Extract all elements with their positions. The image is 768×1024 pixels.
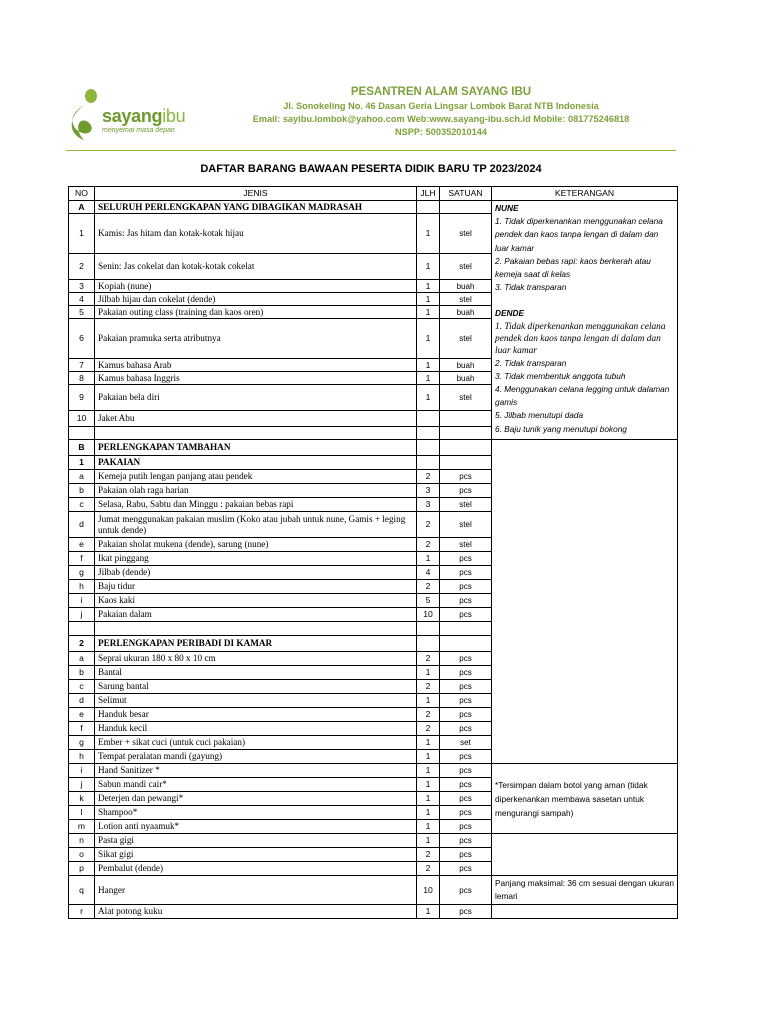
- cell-no: o: [69, 848, 95, 862]
- cell-no: a: [69, 470, 95, 484]
- cell-jenis: Jilbab hijau dan cokelat (dende): [95, 293, 417, 306]
- cell-jlh: 1: [417, 293, 440, 306]
- cell-jlh: 1: [417, 736, 440, 750]
- cell-no: 8: [69, 372, 95, 385]
- cell-jenis: Kamus bahasa Inggris: [95, 372, 417, 385]
- cell-keterangan-storage: *Tersimpan dalam botol yang aman (tidak diperkenankan membawa sasetan untuk mengurangi sampah): [492, 764, 678, 834]
- cell-jenis: Baju tidur: [95, 580, 417, 594]
- cell-jenis: Sabun mandi cair*: [95, 778, 417, 792]
- cell-satuan: stel: [440, 538, 492, 552]
- cell-jenis: Seprai ukuran 180 x 80 x 10 cm: [95, 652, 417, 666]
- cell-jenis: Senin: Jas cokelat dan kotak-kotak cokelat: [95, 254, 417, 280]
- cell-satuan: pcs: [440, 652, 492, 666]
- cell-jenis: Deterjen dan pewangi*: [95, 792, 417, 806]
- cell-jenis: Jilbab (dende): [95, 566, 417, 580]
- col-header-keterangan: KETERANGAN: [492, 187, 678, 201]
- cell-satuan: pcs: [440, 750, 492, 764]
- cell-jenis: PERLENGKAPAN TAMBAHAN: [95, 440, 417, 456]
- cell-no: 7: [69, 359, 95, 372]
- logo-tagline: menyemai masa depan: [102, 127, 175, 134]
- cell-keterangan-empty: [492, 905, 678, 919]
- cell-no: d: [69, 512, 95, 538]
- col-header-satuan: SATUAN: [440, 187, 492, 201]
- cell-jenis: Selasa, Rabu, Sabtu dan Minggu : pakaian bebas rapi: [95, 498, 417, 512]
- cell-satuan: [440, 636, 492, 652]
- cell-jenis: Kemeja putih lengan panjang atau pendek: [95, 470, 417, 484]
- cell-jlh: 1: [417, 552, 440, 566]
- table-header-row: [69, 187, 678, 201]
- cell-jenis: Kopiah (nune): [95, 280, 417, 293]
- cell-jlh: 2: [417, 538, 440, 552]
- col-header-jenis: JENIS: [95, 187, 417, 201]
- cell-no: 2: [69, 636, 95, 652]
- note-dende-1: 1. Tidak diperkenankan menggunakan celana pendek dan kaos tanpa lengan di dalam dan luar kamar: [495, 321, 666, 356]
- cell-jenis: Ikat pinggang: [95, 552, 417, 566]
- cell-satuan: pcs: [440, 708, 492, 722]
- cell-satuan: stel: [440, 214, 492, 254]
- cell-jlh: 2: [417, 580, 440, 594]
- cell-jlh: 1: [417, 319, 440, 359]
- header-divider: [66, 150, 676, 151]
- cell-no: i: [69, 594, 95, 608]
- cell-jlh: 1: [417, 214, 440, 254]
- school-logo: [66, 86, 206, 144]
- table-row: [69, 440, 678, 456]
- cell-jenis: Kaos kaki: [95, 594, 417, 608]
- cell-keterangan-uniform: [492, 201, 678, 440]
- cell-satuan: [440, 411, 492, 427]
- cell-jenis: Pasta gigi: [95, 834, 417, 848]
- cell-keterangan-empty: [492, 440, 678, 764]
- note-dende-6: 6. Baju tunik yang menutupi bokong: [495, 423, 627, 434]
- note-nune-1: 1. Tidak diperkenankan menggunakan celana pendek dan kaos tanpa lengan di dalam dan luar kamar: [495, 216, 663, 253]
- letterhead: [66, 84, 676, 150]
- cell-jlh: [417, 636, 440, 652]
- cell-jenis: Lotion anti nyaamuk*: [95, 820, 417, 834]
- cell-jlh: 1: [417, 750, 440, 764]
- cell-no: j: [69, 778, 95, 792]
- cell-jenis: Pakaian sholat mukena (dende), sarung (nune): [95, 538, 417, 552]
- cell-no: h: [69, 580, 95, 594]
- cell-jlh: 1: [417, 359, 440, 372]
- school-address: Jl. Sonokeling No. 46 Dasan Geria Lingsar Lombok Barat NTB Indonesia: [283, 101, 599, 111]
- cell-satuan: [440, 427, 492, 440]
- cell-jlh: 1: [417, 372, 440, 385]
- cell-satuan: stel: [440, 512, 492, 538]
- cell-jlh: 1: [417, 905, 440, 919]
- cell-satuan: [440, 440, 492, 456]
- cell-jlh: 2: [417, 512, 440, 538]
- cell-jlh: 10: [417, 608, 440, 622]
- cell-jenis: Pakaian dalam: [95, 608, 417, 622]
- cell-no: [69, 622, 95, 636]
- cell-jenis: Pakaian olah raga harian: [95, 484, 417, 498]
- note-nune-title: NUNE: [495, 203, 519, 213]
- cell-satuan: stel: [440, 254, 492, 280]
- cell-satuan: pcs: [440, 608, 492, 622]
- cell-jlh: [417, 440, 440, 456]
- cell-satuan: pcs: [440, 666, 492, 680]
- cell-no: r: [69, 905, 95, 919]
- cell-jenis: Jumat menggunakan pakaian muslim (Koko atau jubah untuk nune, Gamis + leging untuk dende): [95, 512, 417, 538]
- cell-no: l: [69, 806, 95, 820]
- cell-satuan: pcs: [440, 470, 492, 484]
- school-name: PESANTREN ALAM SAYANG IBU: [350, 86, 532, 98]
- cell-jlh: 3: [417, 498, 440, 512]
- cell-satuan: pcs: [440, 778, 492, 792]
- cell-jlh: 1: [417, 764, 440, 778]
- table-row: [69, 905, 678, 919]
- note-dende-3: 3. Tidak membentuk anggota tubuh: [495, 370, 626, 381]
- cell-no: p: [69, 862, 95, 876]
- cell-jlh: 1: [417, 694, 440, 708]
- cell-jenis: Alat potong kuku: [95, 905, 417, 919]
- cell-jenis: SELURUH PERLENGKAPAN YANG DIBAGIKAN MADRASAH: [95, 201, 417, 214]
- cell-jlh: 1: [417, 778, 440, 792]
- cell-no: 1: [69, 456, 95, 470]
- cell-jlh: [417, 622, 440, 636]
- cell-jlh: 1: [417, 666, 440, 680]
- cell-jenis: Jaket Abu: [95, 411, 417, 427]
- cell-no: B: [69, 440, 95, 456]
- cell-jlh: [417, 411, 440, 427]
- cell-jlh: 1: [417, 792, 440, 806]
- cell-jenis: [95, 622, 417, 636]
- cell-jlh: 2: [417, 862, 440, 876]
- cell-no: f: [69, 552, 95, 566]
- school-contact: Email: sayibu.lombok@yahoo.com Web:www.sayang-ibu.sch.id Mobile: 081775246818: [252, 114, 630, 124]
- cell-no: 10: [69, 411, 95, 427]
- cell-satuan: [440, 201, 492, 214]
- cell-satuan: pcs: [440, 848, 492, 862]
- table-row: [69, 834, 678, 848]
- cell-satuan: stel: [440, 319, 492, 359]
- cell-satuan: buah: [440, 372, 492, 385]
- cell-jenis: Selimut: [95, 694, 417, 708]
- cell-no: 3: [69, 280, 95, 293]
- cell-no: 5: [69, 306, 95, 319]
- cell-satuan: pcs: [440, 834, 492, 848]
- cell-jenis: Tempat peralatan mandi (gayung): [95, 750, 417, 764]
- cell-jlh: 2: [417, 708, 440, 722]
- cell-jlh: [417, 456, 440, 470]
- cell-jenis: Handuk besar: [95, 708, 417, 722]
- cell-no: 6: [69, 319, 95, 359]
- cell-jenis: Sikat gigi: [95, 848, 417, 862]
- cell-jenis: Ember + sikat cuci (untuk cuci pakaian): [95, 736, 417, 750]
- note-dende-title: DENDE: [495, 308, 525, 319]
- cell-no: m: [69, 820, 95, 834]
- cell-satuan: pcs: [440, 764, 492, 778]
- cell-satuan: pcs: [440, 484, 492, 498]
- cell-jlh: 3: [417, 484, 440, 498]
- cell-satuan: stel: [440, 293, 492, 306]
- cell-jlh: 5: [417, 594, 440, 608]
- cell-satuan: pcs: [440, 566, 492, 580]
- cell-no: d: [69, 694, 95, 708]
- cell-jenis: Sarung bantal: [95, 680, 417, 694]
- cell-satuan: pcs: [440, 806, 492, 820]
- cell-satuan: stel: [440, 385, 492, 411]
- cell-jlh: [417, 427, 440, 440]
- cell-no: i: [69, 764, 95, 778]
- cell-jenis: Pakaian outing class (training dan kaos oren): [95, 306, 417, 319]
- cell-no: 2: [69, 254, 95, 280]
- cell-satuan: buah: [440, 280, 492, 293]
- note-dende-4: 4. Menggunakan celana legging untuk dalaman gamis: [495, 384, 670, 408]
- cell-jenis: Hand Sanitizer *: [95, 764, 417, 778]
- cell-jlh: 1: [417, 806, 440, 820]
- cell-jlh: 2: [417, 680, 440, 694]
- cell-jenis: Bantal: [95, 666, 417, 680]
- cell-jlh: 2: [417, 722, 440, 736]
- cell-no: j: [69, 608, 95, 622]
- cell-no: f: [69, 722, 95, 736]
- cell-no: b: [69, 484, 95, 498]
- cell-jlh: 4: [417, 566, 440, 580]
- cell-satuan: [440, 622, 492, 636]
- cell-satuan: pcs: [440, 792, 492, 806]
- cell-jenis: Pembalut (dende): [95, 862, 417, 876]
- cell-no: c: [69, 680, 95, 694]
- cell-jlh: 1: [417, 254, 440, 280]
- cell-satuan: pcs: [440, 862, 492, 876]
- cell-jlh: 2: [417, 652, 440, 666]
- document-title: DAFTAR BARANG BAWAAN PESERTA DIDIK BARU TP 2023/2024: [200, 163, 542, 175]
- cell-jenis: Shampoo*: [95, 806, 417, 820]
- table-body: [69, 201, 678, 919]
- cell-jlh: [417, 201, 440, 214]
- cell-satuan: pcs: [440, 905, 492, 919]
- cell-satuan: pcs: [440, 680, 492, 694]
- cell-no: 1: [69, 214, 95, 254]
- note-dende-2: 2. Tidak transparan: [495, 357, 567, 368]
- cell-satuan: pcs: [440, 580, 492, 594]
- table-row: [69, 201, 678, 214]
- cell-jlh: 1: [417, 280, 440, 293]
- cell-satuan: stel: [440, 498, 492, 512]
- col-header-jlh: JLH: [417, 187, 440, 201]
- school-nspp: NSPP: 500352010144: [395, 127, 487, 137]
- cell-satuan: pcs: [440, 722, 492, 736]
- cell-jenis: Pakaian bela diri: [95, 385, 417, 411]
- cell-satuan: buah: [440, 306, 492, 319]
- table-row: [69, 876, 678, 905]
- cell-jenis: Kamus bahasa Arab: [95, 359, 417, 372]
- cell-no: k: [69, 792, 95, 806]
- cell-no: a: [69, 652, 95, 666]
- cell-jlh: 1: [417, 820, 440, 834]
- cell-jenis: Kamis: Jas hitam dan kotak-kotak hijau: [95, 214, 417, 254]
- cell-jenis: Hanger: [95, 876, 417, 905]
- cell-jenis: PERLENGKAPAN PERIBADI DI KAMAR: [95, 636, 417, 652]
- items-table: [68, 186, 678, 919]
- note-nune: [495, 202, 674, 436]
- logo-wordmark: sayangibu: [102, 106, 186, 126]
- cell-no: e: [69, 538, 95, 552]
- note-nune-2: 2. Pakaian bebas rapi: kaos berkerah atau kemeja saat di kelas: [495, 255, 651, 280]
- cell-satuan: pcs: [440, 694, 492, 708]
- cell-no: [69, 427, 95, 440]
- cell-satuan: buah: [440, 359, 492, 372]
- leaf-figure-icon: [66, 86, 106, 144]
- cell-no: 4: [69, 293, 95, 306]
- cell-jenis: Pakaian pramuka serta atributnya: [95, 319, 417, 359]
- cell-no: c: [69, 498, 95, 512]
- cell-no: q: [69, 876, 95, 905]
- cell-jenis: Handuk kecil: [95, 722, 417, 736]
- cell-jenis: PAKAIAN: [95, 456, 417, 470]
- table-row: [69, 764, 678, 778]
- cell-no: h: [69, 750, 95, 764]
- cell-jlh: 2: [417, 848, 440, 862]
- cell-no: g: [69, 566, 95, 580]
- cell-keterangan-hanger: Panjang maksimal: 36 cm sesuai dengan ukuran lemari: [492, 876, 678, 905]
- note-dende-5: 5. Jilbab menutupi dada: [495, 410, 584, 421]
- cell-jlh: 1: [417, 385, 440, 411]
- cell-satuan: [440, 456, 492, 470]
- cell-no: g: [69, 736, 95, 750]
- note-nune-3: 3. Tidak transparan: [495, 282, 567, 293]
- cell-jlh: 1: [417, 306, 440, 319]
- cell-satuan: pcs: [440, 820, 492, 834]
- cell-satuan: pcs: [440, 594, 492, 608]
- cell-jlh: 10: [417, 876, 440, 905]
- cell-satuan: set: [440, 736, 492, 750]
- cell-no: 9: [69, 385, 95, 411]
- cell-no: e: [69, 708, 95, 722]
- col-header-no: NO: [69, 187, 95, 201]
- cell-no: n: [69, 834, 95, 848]
- cell-jenis: [95, 427, 417, 440]
- cell-satuan: pcs: [440, 552, 492, 566]
- cell-keterangan-empty: [492, 834, 678, 876]
- cell-satuan: pcs: [440, 876, 492, 905]
- school-info: [206, 84, 676, 137]
- cell-jlh: 1: [417, 834, 440, 848]
- cell-jlh: 2: [417, 470, 440, 484]
- cell-no: A: [69, 201, 95, 214]
- cell-no: b: [69, 666, 95, 680]
